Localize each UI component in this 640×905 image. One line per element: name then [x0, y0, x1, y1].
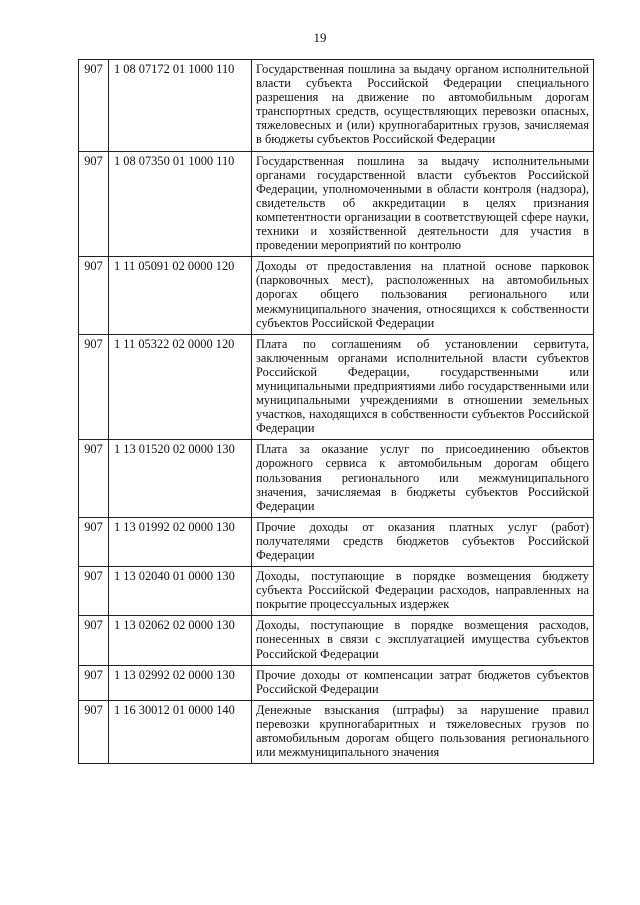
- budget-code-cell: 1 11 05091 02 0000 120: [109, 257, 252, 334]
- admin-code-cell: 907: [79, 60, 109, 152]
- table-row: [79, 60, 594, 152]
- revenue-name-cell: Прочие доходы от компенсации затрат бюджетов субъектов Российской Федерации: [252, 665, 594, 700]
- admin-code-cell: 907: [79, 151, 109, 257]
- table-row: [79, 567, 594, 616]
- revenue-name-cell: Доходы, поступающие в порядке возмещения бюджету субъекта Российской Федерации расходов, направленных на покрытие процессуальных издержек: [252, 567, 594, 616]
- revenue-name-cell: Государственная пошлина за выдачу исполнительными органами государственной власти субъектов Российской Федерации, уполномоченными в области контроля (надзора), свидетельств об аккредитации в целях признания компетентности организации в соответствующей сфере науки, техники и хозяйственной деятельности для участия в проведении мероприятий по контролю: [252, 151, 594, 257]
- revenue-name-cell: Государственная пошлина за выдачу органом исполнительной власти субъекта Российской Федерации специального разрешения на движение по автомобильным дорогам транспортных средств, осуществляющих перевозки опасных, тяжеловесных и (или) крупногабаритных грузов, зачисляемая в бюджеты субъектов Российской Федерации: [252, 60, 594, 152]
- budget-code-cell: 1 13 02062 02 0000 130: [109, 616, 252, 665]
- admin-code-cell: 907: [79, 440, 109, 517]
- admin-code-cell: 907: [79, 665, 109, 700]
- budget-code-cell: 1 11 05322 02 0000 120: [109, 334, 252, 440]
- table-row: [79, 517, 594, 566]
- budget-code-cell: 1 13 02040 01 0000 130: [109, 567, 252, 616]
- table-row: [79, 616, 594, 665]
- budget-code-cell: 1 13 02992 02 0000 130: [109, 665, 252, 700]
- budget-code-cell: 1 08 07350 01 1000 110: [109, 151, 252, 257]
- revenue-name-cell: Плата за оказание услуг по присоединению объектов дорожного сервиса к автомобильным дорогам общего пользования регионального или межмуниципального значения, зачисляемая в бюджеты субъектов Российской Федерации: [252, 440, 594, 517]
- budget-code-cell: 1 08 07172 01 1000 110: [109, 60, 252, 152]
- table-row: [79, 151, 594, 257]
- revenue-name-cell: Прочие доходы от оказания платных услуг (работ) получателями средств бюджетов субъектов Российской Федерации: [252, 517, 594, 566]
- admin-code-cell: 907: [79, 517, 109, 566]
- revenue-name-cell: Денежные взыскания (штрафы) за нарушение правил перевозки крупногабаритных и тяжеловесных грузов по автомобильным дорогам общего пользования регионального или межмуниципального значения: [252, 700, 594, 763]
- budget-code-cell: 1 16 30012 01 0000 140: [109, 700, 252, 763]
- admin-code-cell: 907: [79, 257, 109, 334]
- admin-code-cell: 907: [79, 334, 109, 440]
- admin-code-cell: 907: [79, 700, 109, 763]
- admin-code-cell: 907: [79, 616, 109, 665]
- table-row: [79, 440, 594, 517]
- revenue-name-cell: Доходы, поступающие в порядке возмещения расходов, понесенных в связи с эксплуатацией имущества субъектов Российской Федерации: [252, 616, 594, 665]
- budget-code-cell: 1 13 01992 02 0000 130: [109, 517, 252, 566]
- page-number: 19: [313, 30, 327, 45]
- revenue-name-cell: Доходы от предоставления на платной основе парковок (парковочных мест), расположенных на автомобильных дорогах общего пользования регионального или межмуниципального значения, относящихся к собственности субъектов Российской Федерации: [252, 257, 594, 334]
- table-row: [79, 700, 594, 763]
- table-row: [79, 257, 594, 334]
- table-body: [79, 60, 594, 764]
- budget-code-cell: 1 13 01520 02 0000 130: [109, 440, 252, 517]
- table-row: [79, 665, 594, 700]
- table-row: [79, 334, 594, 440]
- revenue-name-cell: Плата по соглашениям об установлении сервитута, заключенным органами исполнительной власти субъектов Российской Федерации, государственными или муниципальными предприятиями либо государственными или муниципальными учреждениями в отношении земельных участков, находящихся в собственности субъектов Российской Федерации: [252, 334, 594, 440]
- admin-code-cell: 907: [79, 567, 109, 616]
- revenue-codes-table: [78, 59, 594, 764]
